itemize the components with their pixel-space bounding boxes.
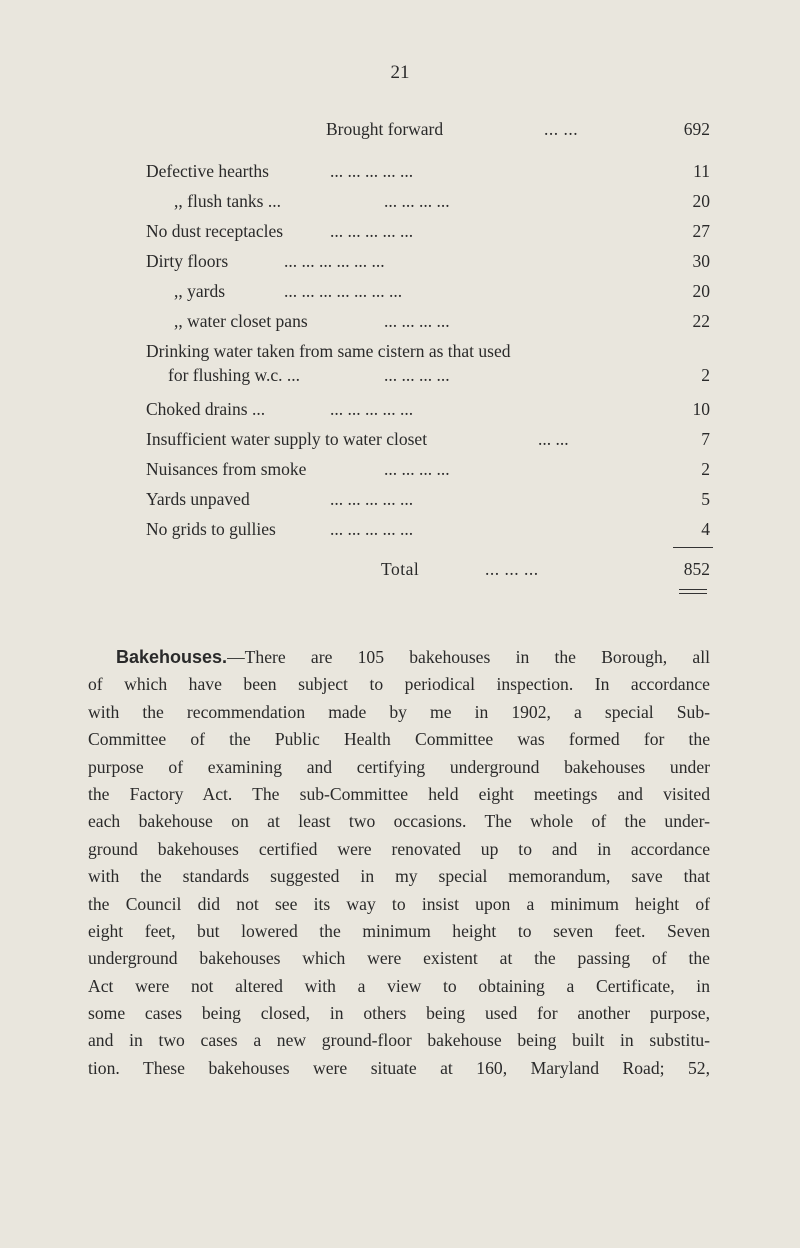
row-label: Nuisances from smoke <box>146 459 307 479</box>
row-value: 2 <box>701 459 710 479</box>
row-leaders: ... ... ... ... <box>384 191 450 211</box>
row-value: 22 <box>692 311 710 331</box>
row-leaders: ... ... ... ... ... <box>330 399 414 419</box>
row-label: Insufficient water supply to water closet <box>146 429 428 449</box>
total-row <box>381 556 710 582</box>
paragraph-line: with the recommendation made by me in 1902, a special Sub- <box>88 701 710 722</box>
table-row <box>146 248 710 274</box>
row-value: 20 <box>692 281 710 301</box>
row-label: No dust receptacles <box>146 221 284 241</box>
total-rule-top <box>673 547 713 548</box>
row-leaders: ... ... ... ... ... <box>330 519 414 539</box>
paragraph-line: purpose of examining and certifying underground bakehouses under <box>88 756 710 777</box>
row-label: Yards unpaved <box>146 489 250 509</box>
table-row <box>146 278 710 304</box>
table-row <box>146 308 710 334</box>
paragraph-line: underground bakehouses which were existent at the passing of the <box>88 948 710 969</box>
row-leaders: ... ... ... ... <box>384 365 450 385</box>
row-leaders: ... ... ... ... ... <box>330 161 414 181</box>
row-leaders: ... ... ... ... ... <box>330 489 414 509</box>
bakehouses-paragraph <box>88 644 710 1082</box>
row-leaders: ... ... ... ... ... ... <box>284 251 385 271</box>
row-label: No grids to gullies <box>146 519 276 539</box>
row-value: 7 <box>701 429 710 449</box>
row-label: for flushing w.c. ... <box>168 365 301 385</box>
row-label: ,, flush tanks ... <box>174 191 281 211</box>
paragraph-line: Act were not altered with a view to obtaining a Certificate, in <box>88 975 710 996</box>
row-label: Dirty floors <box>146 251 229 271</box>
paragraph-text: —There are 105 bakehouses in the Borough, all <box>227 647 710 667</box>
brought-forward-row <box>326 116 710 142</box>
paragraph-line: Committee of the Public Health Committee was formed for the <box>88 729 710 750</box>
table-row <box>146 362 710 388</box>
total-leaders: ... ... ... <box>485 559 539 579</box>
row-value: 4 <box>701 519 710 539</box>
row-leaders: ... ... ... ... <box>384 311 450 331</box>
paragraph-line: and in two cases a new ground-floor bakehouse being built in substitu- <box>88 1030 710 1051</box>
paragraph-line: eight feet, but lowered the minimum height to seven feet. Seven <box>88 920 710 941</box>
table-row <box>146 486 710 512</box>
row-label: ,, yards <box>174 281 226 301</box>
row-value: 27 <box>692 221 710 241</box>
row-label: Choked drains ... <box>146 399 266 419</box>
table-row <box>146 188 710 214</box>
page-number: 21 <box>390 62 410 83</box>
row-leaders: ... ... <box>538 429 569 449</box>
table-row <box>146 516 710 542</box>
paragraph-line: the Factory Act. The sub-Committee held eight meetings and visited <box>88 783 710 804</box>
row-value: 30 <box>692 251 710 271</box>
row-value: 10 <box>692 399 710 419</box>
table-row <box>146 456 710 482</box>
row-leaders: ... ... ... ... ... <box>330 221 414 241</box>
brought-forward-leaders: ... ... <box>544 119 579 139</box>
paragraph-line: tion. These bakehouses were situate at 160, Maryland Road; 52, <box>88 1057 710 1078</box>
paragraph-line: ground bakehouses certified were renovated up to and in accordance <box>88 838 710 859</box>
section-heading: Bakehouses. <box>116 647 228 667</box>
total-label: Total <box>381 559 420 579</box>
table-row <box>146 396 710 422</box>
paragraph-line: some cases being closed, in others being used for another purpose, <box>88 1003 710 1024</box>
brought-forward-value: 692 <box>683 119 710 139</box>
paragraph-line: each bakehouse on at least two occasions. The whole of the under- <box>88 811 710 832</box>
row-label: Defective hearths <box>146 161 269 181</box>
total-rule-bottom-2 <box>679 593 707 594</box>
row-label-line1: Drinking water taken from same cistern as that used <box>146 341 511 361</box>
total-value: 852 <box>683 559 710 579</box>
row-value: 11 <box>693 161 710 181</box>
row-leaders: ... ... ... ... <box>384 459 450 479</box>
table-row <box>146 158 710 184</box>
row-label: ,, water closet pans <box>174 311 308 331</box>
brought-forward-label: Brought forward <box>326 119 444 139</box>
row-value: 5 <box>701 489 710 509</box>
row-value: 20 <box>692 191 710 211</box>
row-leaders: ... ... ... ... ... ... ... <box>284 281 403 301</box>
paragraph-line: the Council did not see its way to insist upon a minimum height of <box>88 893 710 914</box>
table-row <box>146 426 710 452</box>
table-row <box>146 218 710 244</box>
paragraph-line: with the standards suggested in my special memorandum, save that <box>88 866 710 887</box>
paragraph-line: of which have been subject to periodical inspection. In accordance <box>88 674 710 695</box>
row-value: 2 <box>701 365 710 385</box>
total-rule-bottom-1 <box>679 589 707 590</box>
paragraph-line-first <box>88 644 710 671</box>
